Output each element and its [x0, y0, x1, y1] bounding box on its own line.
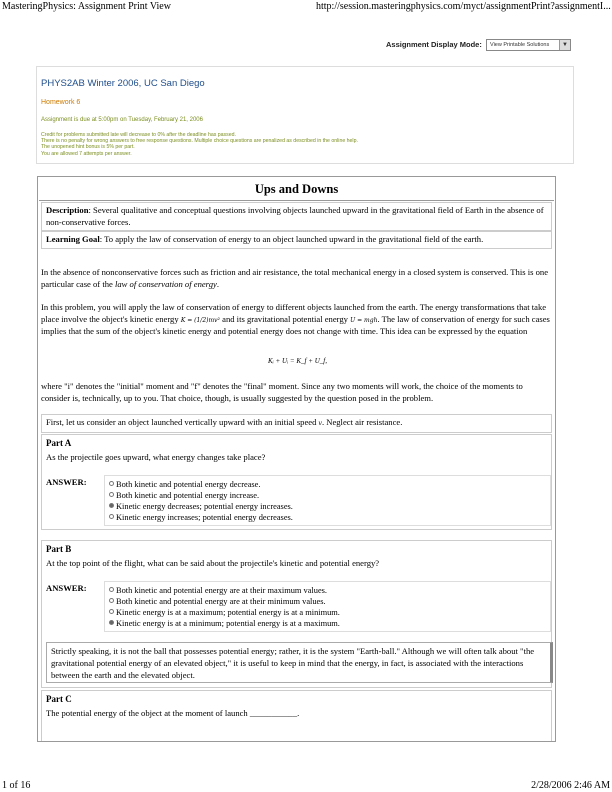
print-header: [0, 0, 612, 14]
choice-option[interactable]: [109, 512, 546, 523]
policy-line: There is no penalty for wrong answers to free response questions. Multiple choice questions are penalized as described in the online help.: [41, 138, 358, 145]
part-c-question: The potential energy of the object at the moment of launch ___________.: [46, 708, 300, 718]
part-a-question: As the projectile goes upward, what energy changes take place?: [46, 452, 266, 462]
grading-policies: [41, 132, 358, 157]
setup-box: [41, 414, 552, 433]
part-a-choices: [104, 475, 551, 526]
choice-label: Both kinetic and potential energy are at their minimum values.: [116, 597, 326, 606]
problem-title: Ups and Downs: [254, 182, 339, 196]
choice-label: Kinetic energy decreases; potential energy increases.: [116, 502, 293, 511]
course-title: PHYS2AB Winter 2006, UC San Diego: [41, 78, 205, 89]
choice-label: Kinetic energy is at a minimum; potential energy is at a maximum.: [116, 619, 340, 628]
part-b-choices: [104, 581, 551, 632]
setup-text: First, let us consider an object launched vertically upward with an initial speed: [46, 417, 317, 427]
part-b: [41, 540, 552, 688]
part-b-question: At the top point of the flight, what can be said about the projectile's kinetic and potential energy?: [46, 558, 380, 568]
assignment-info: [36, 66, 574, 164]
moments-paragraph: where "i" denotes the "initial" moment and "f" denotes the "final" moment. Since any two moments will work, the choice of the moments to consider is, technically, up to you. That choice, though, is usually suggested by the question posed in the problem.: [41, 381, 523, 403]
description-label: Description: [46, 205, 89, 215]
learning-goal-box: [41, 231, 552, 249]
choice-option-selected[interactable]: [109, 618, 546, 629]
choice-label: Kinetic energy is at a maximum; potential energy is at a minimum.: [116, 608, 340, 617]
setup-text: . Neglect air resistance.: [321, 417, 403, 427]
answer-label: ANSWER:: [46, 583, 87, 593]
part-a: [41, 434, 552, 530]
choice-label: Both kinetic and potential energy increase.: [116, 491, 260, 500]
homework-name: Homework 6: [41, 99, 81, 106]
policy-line: Credit for problems submitted late will decrease to 0% after the deadline has passed.: [41, 132, 236, 138]
intro-end: .: [216, 278, 219, 289]
radio-button-selected[interactable]: [109, 503, 114, 508]
radio-button[interactable]: [109, 609, 114, 614]
choice-option[interactable]: [109, 585, 546, 596]
equation-suffix: ,: [325, 357, 327, 365]
part-c-title: Part C: [46, 694, 72, 704]
divider: [39, 200, 554, 201]
conservation-term: law of conservation of energy: [114, 278, 217, 289]
intro-paragraph: [41, 267, 552, 290]
kinetic-formula: K = (1/2)mv²: [180, 316, 220, 324]
conservation-equation: [268, 357, 327, 365]
print-timestamp: 2/28/2006 2:46 AM: [531, 780, 610, 791]
part-b-title: Part B: [46, 544, 72, 554]
radio-button[interactable]: [109, 514, 114, 519]
page-indicator: 1 of 16: [2, 780, 31, 791]
display-mode-label: Assignment Display Mode:: [386, 40, 482, 49]
choice-label: Both kinetic and potential energy decrease.: [116, 480, 261, 489]
radio-button[interactable]: [109, 492, 114, 497]
choice-option-selected[interactable]: [109, 501, 546, 512]
policy-line: You are allowed 7 attempts per answer.: [41, 150, 132, 157]
description-text: : Several qualitative and conceptual questions involving objects launched upward in the gravitational field of Earth in the absence of non-conservative forces.: [46, 205, 544, 227]
choice-label: Kinetic energy increases; potential energy decreases.: [116, 513, 293, 522]
display-mode-select[interactable]: [486, 39, 571, 51]
chevron-down-icon[interactable]: ▼: [559, 40, 570, 50]
energy-paragraph: [41, 302, 552, 338]
choice-label: Both kinetic and potential energy are at their maximum values.: [116, 586, 328, 595]
learning-goal-label: Learning Goal: [46, 234, 100, 244]
description-box: [41, 202, 552, 231]
energy-text: and its gravitational potential energy: [222, 313, 348, 324]
display-mode-value: View Printable Solutions: [490, 42, 550, 48]
page-title: MasteringPhysics: Assignment Print View: [2, 1, 171, 12]
choice-option[interactable]: [109, 596, 546, 607]
part-b-note: Strictly speaking, it is not the ball that possesses potential energy; rather, it is the system "Earth-ball." Although we will often talk about "the gravitational potential energy of an elevated object," it is useful to keep in mind that the energy, in fact, is associated with the interactions between the earth and the elevated object.: [46, 642, 553, 683]
part-a-title: Part A: [46, 438, 72, 448]
radio-button[interactable]: [109, 598, 114, 603]
radio-button-selected[interactable]: [109, 620, 114, 625]
intro-text: In the absence of nonconservative forces such as friction and air resistance, the total mechanical energy in a closed system is conserved. This is one particular case of the: [41, 267, 549, 289]
page-url: http://session.masteringphysics.com/myct/assignmentPrint?assignmentI...: [316, 1, 611, 12]
potential-formula: U = mgh: [350, 316, 378, 324]
problem-panel: [37, 176, 556, 742]
radio-button[interactable]: [109, 481, 114, 486]
answer-label: ANSWER:: [46, 477, 87, 487]
due-date: Assignment is due at 5:00pm on Tuesday, February 21, 2006: [41, 117, 203, 123]
choice-option[interactable]: [109, 490, 546, 501]
radio-button[interactable]: [109, 587, 114, 592]
choice-option[interactable]: [109, 607, 546, 618]
energy-text: . The law of conservation of energy for such cases implies that the sum of the object's kinetic energy and potential energy does not change with time. This idea can be expressed by the equation: [41, 313, 550, 336]
energy-text: In this problem, you will apply the law of conservation of energy to different objects launched from the earth. The energy transformations that take place involve the object's kinetic energy: [41, 302, 547, 324]
speed-variable: v: [318, 420, 322, 427]
learning-goal-text: : To apply the law of conservation of energy to an object launched upward in the gravitational field of the earth.: [99, 234, 484, 244]
policy-line: The unopened hint bonus is 5% per part.: [41, 144, 135, 151]
part-c: [41, 690, 552, 742]
equation-text: Kᵢ + Uᵢ = K_f + U_f: [268, 357, 326, 365]
choice-option[interactable]: [109, 479, 546, 490]
